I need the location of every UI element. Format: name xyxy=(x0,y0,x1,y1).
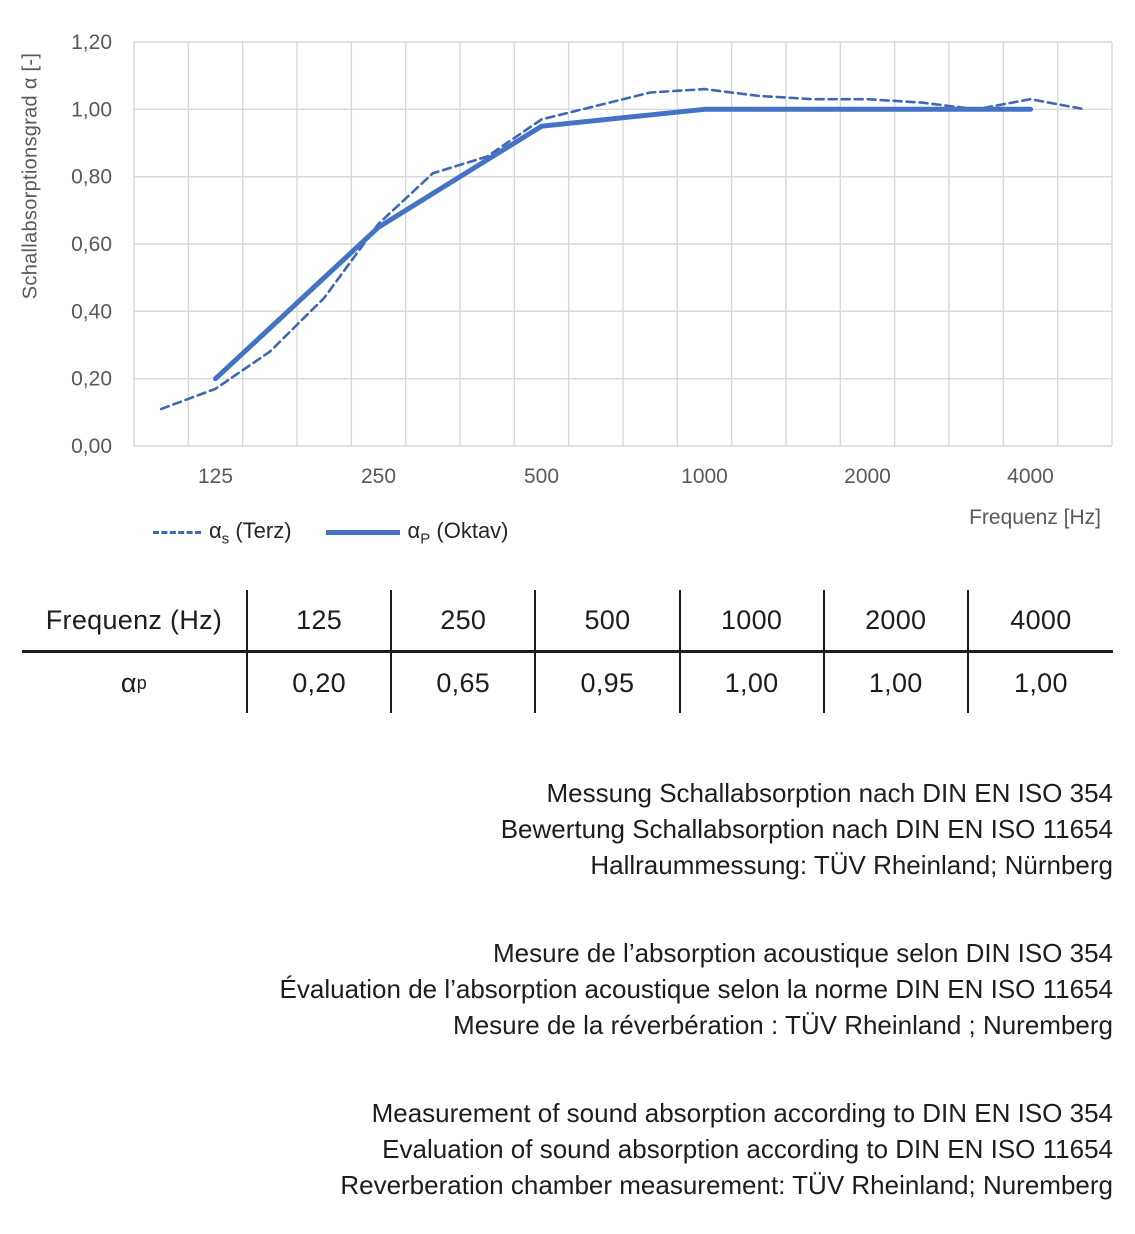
legend-text: (Oktav) xyxy=(430,518,509,543)
table-value-250: 0,65 xyxy=(392,653,536,713)
note-french xyxy=(0,935,1135,1043)
table-header-500: 500 xyxy=(536,590,680,653)
absorption-table xyxy=(22,590,1113,713)
note-line: Reverberation chamber measurement: TÜV Rheinland; Nuremberg xyxy=(340,1170,1113,1200)
note-line: Évaluation de l’absorption acoustique selon la norme DIN EN ISO 11654 xyxy=(279,974,1113,1004)
x-tick-label: 1000 xyxy=(681,465,728,488)
legend-alpha-sub: P xyxy=(420,530,431,548)
note-line: Hallraummessung: TÜV Rheinland; Nürnberg xyxy=(590,850,1113,880)
y-axis-title: Schallabsorptionsgrad α [-] xyxy=(19,52,42,300)
legend-item-oktav xyxy=(326,518,509,547)
legend-item-terz xyxy=(153,518,292,547)
table-value-2000: 1,00 xyxy=(825,653,969,713)
legend-alpha: α xyxy=(407,518,421,543)
y-tick-label: 0,80 xyxy=(71,165,112,189)
note-line: Mesure de l’absorption acoustique selon DIN ISO 354 xyxy=(492,938,1113,968)
note-line: Mesure de la réverbération : TÜV Rheinland ; Nuremberg xyxy=(453,1010,1113,1040)
measurement-notes xyxy=(0,775,1135,1203)
table-header-frequency: Frequenz (Hz) xyxy=(22,590,248,653)
legend-label-oktav xyxy=(408,518,509,547)
legend-label-terz xyxy=(209,518,292,547)
absorption-chart xyxy=(0,0,1135,562)
alpha-sub: p xyxy=(136,672,148,693)
y-tick-label: 1,00 xyxy=(71,98,112,122)
table-value-125: 0,20 xyxy=(248,653,392,713)
note-line: Evaluation of sound absorption according to DIN EN ISO 11654 xyxy=(382,1134,1113,1164)
x-tick-label: 250 xyxy=(360,465,397,488)
y-tick-label: 0,60 xyxy=(71,233,112,256)
note-line: Measurement of sound absorption according to DIN EN ISO 354 xyxy=(371,1098,1113,1128)
table-value-4000: 1,00 xyxy=(1014,667,1068,698)
table-header-2000: 2000 xyxy=(825,590,969,653)
y-tick-label: 0,00 xyxy=(71,435,112,458)
legend-solid-line-icon xyxy=(326,530,400,535)
y-tick-label: 0,40 xyxy=(71,300,112,324)
chart-plot-area xyxy=(0,0,1135,510)
legend-text: (Terz) xyxy=(229,518,292,543)
x-tick-label: 4000 xyxy=(1007,465,1054,488)
table-header-1000: 1000 xyxy=(681,590,825,653)
table-header-250: 250 xyxy=(392,590,536,653)
x-tick-label: 125 xyxy=(197,465,234,488)
note-line: Messung Schallabsorption nach DIN EN ISO 354 xyxy=(546,778,1113,808)
note-line: Bewertung Schallabsorption nach DIN EN ISO 11654 xyxy=(500,814,1113,844)
x-tick-label: 500 xyxy=(523,465,560,488)
chart-legend xyxy=(153,518,509,547)
legend-alpha-sub: s xyxy=(221,530,230,548)
table-header-125: 125 xyxy=(248,590,392,653)
y-tick-label: 0,20 xyxy=(71,367,112,391)
table-row-label-alpha-p xyxy=(22,653,248,713)
note-german xyxy=(0,775,1135,883)
alpha-symbol: α xyxy=(120,667,137,698)
legend-alpha: α xyxy=(209,518,222,543)
x-tick-label: 2000 xyxy=(844,465,891,488)
table-value-500: 0,95 xyxy=(536,653,680,713)
table-value-1000: 1,00 xyxy=(681,653,825,713)
legend-dashed-line-icon xyxy=(153,531,201,534)
x-axis-title: Frequenz [Hz] xyxy=(969,506,1101,529)
y-tick-label: 1,20 xyxy=(71,31,112,54)
table-header-4000: 4000 xyxy=(969,590,1113,653)
note-english xyxy=(0,1095,1135,1203)
